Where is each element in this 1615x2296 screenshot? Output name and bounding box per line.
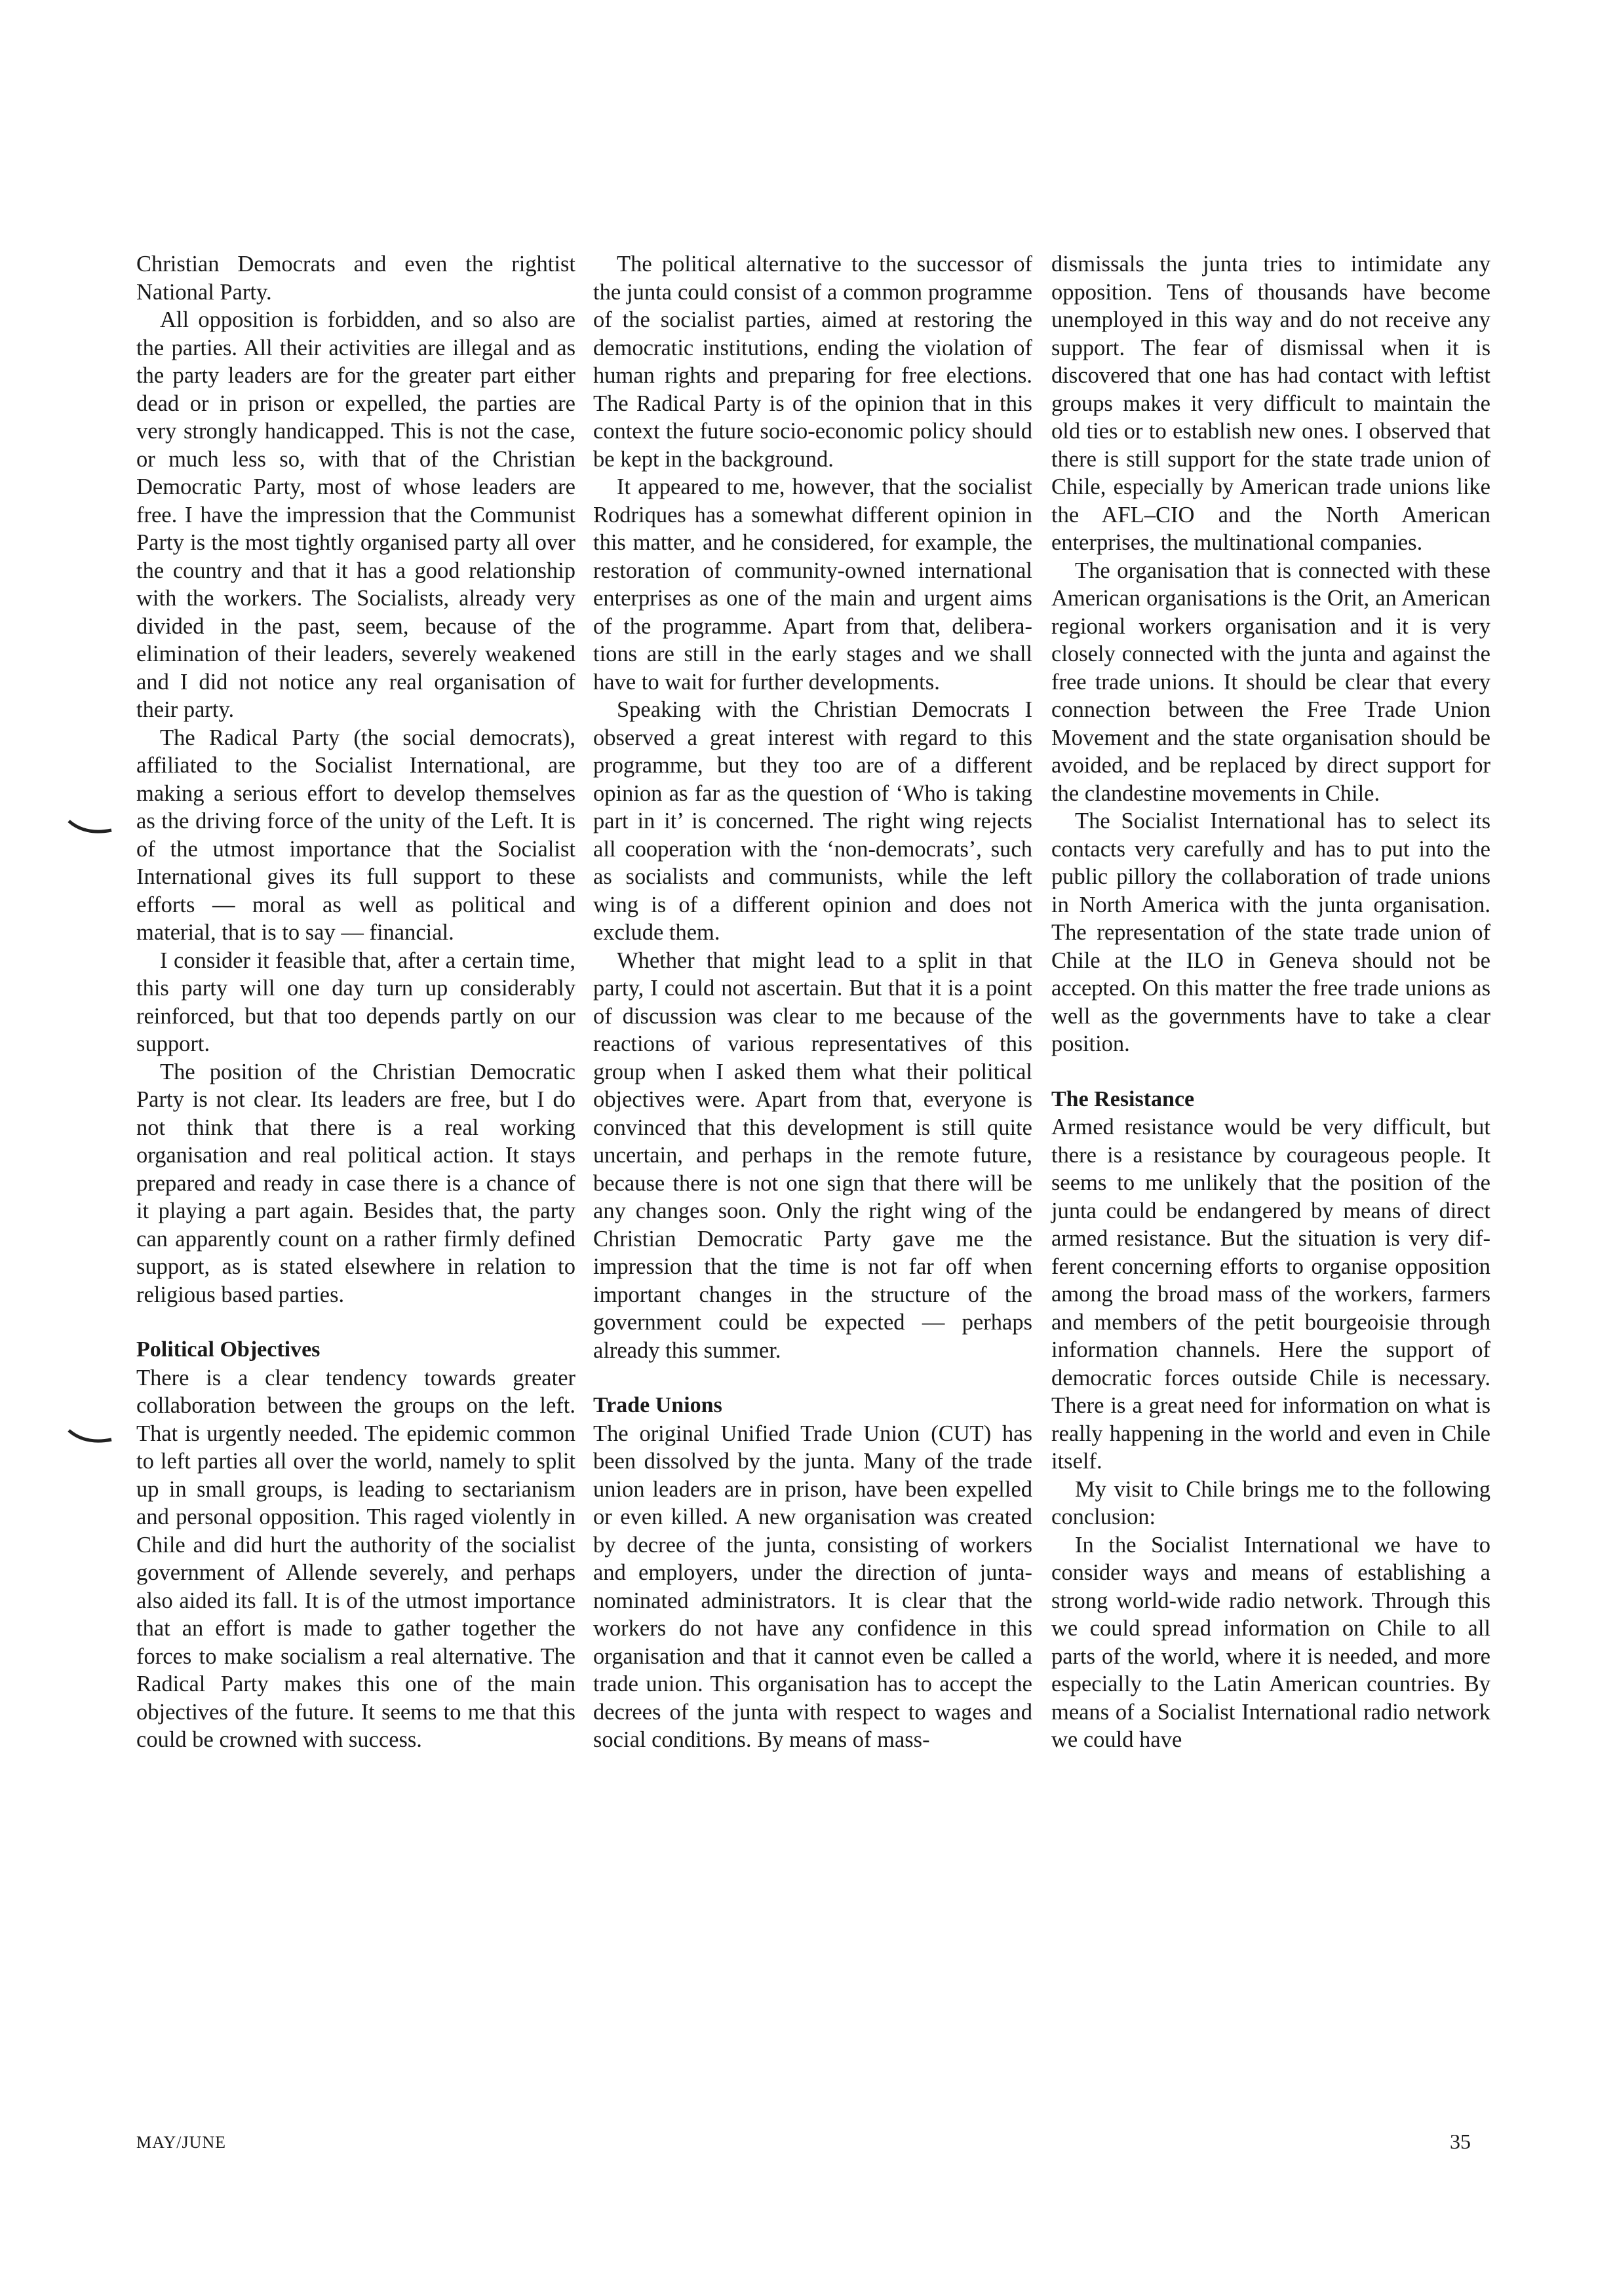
paragraph: The original Unified Trade Union (CUT) has been dissolved by the junta. Many of the trade union leaders are in prison, have been expelled or even killed. A new organisation was created by decree of the junta, consisting of workers and employers, under the direction of junta-nominated administrators. It is clear that the workers do not have any confidence in this organisation and that it cannot even be called a trade union. This organisation has to accept the decrees of the junta with respect to wages and social conditions. By means of mass- [593,1421,1032,1752]
paragraph: Christian Democrats and even the rightist National Party. [136,252,575,305]
margin-mark-1 [66,816,118,842]
column-2 [593,250,1032,1754]
paragraph: It appeared to me, however, that the socialist Rodriques has a somewhat different opinion in this matter, and he considered, for example, the restoration of community-owned international enterprises as one of the main and urgent aims of the programme. Apart from that, deliberations are still in the early stages and we shall have to wait for further developments. [593,474,1032,695]
paragraph: The Radical Party (the social democrats), affiliated to the Socialist International, are making a serious effort to develop themselves as the driving force of the unity of the Left. It is of the utmost importance that the Socialist International gives its full support to these efforts — moral as well as political and material, that is to say — financial. [136,725,575,945]
section-heading: Political Objectives [136,1337,321,1362]
paragraph: The organisation that is connected with these American organisations is the Orit, an American regional workers organisation and it is very closely connected with the junta and against the free trade unions. It should be clear that every connection between the Free Trade Union Movement and the state organisation should be avoided, and be replaced by direct support for the clandestine movements in Chile. [1051,558,1490,806]
column-3 [1051,250,1490,1754]
issue-label: MAY/JUNE [136,2133,227,2152]
paragraph: All opposition is forbidden, and so also are the parties. All their activities are illegal and as the party leaders are for the greater part either dead or in prison or expelled, the parties are very strongly handicapped. This is not the case, or much less so, with that of the Christian Democratic Party, most of whose leaders are free. I have the impression that the Communist Party is the most tightly organised party all over the country and that it has a good relationship with the workers. The Socialists, already very divided in the past, seem, because of the elimination of their leaders, severely weakened and I did not notice any real organisation of their party. [136,307,575,722]
paragraph: dismissals the junta tries to intimidate any opposition. Tens of thousands have become unemployed in this way and do not receive any support. The fear of dismissal when it is discovered that one has had contact with leftist groups makes it very difficult to maintain the old ties or to establish new ones. I observed that there is still support for the state trade union of Chile, especially by American trade unions like the AFL–CIO and the North American enterprises, the multinational companies. [1051,252,1490,555]
paragraph: In the Socialist International we have to consider ways and means of establishing a strong world-wide radio network. Through this we could spread information on Chile to all parts of the world, where it is needed, and more especially to the Latin American countries. By means of a Socialist International radio network we could have [1051,1532,1490,1752]
page-number: 35 [1450,2130,1471,2153]
column-1 [136,250,575,1754]
paragraph: The Socialist International has to select its contacts very carefully and has to put into the public pillory the collaboration of trade unions in North America with the junta organisation. The representation of the state trade union of Chile at the ILO in Geneva should not be accepted. On this matter the free trade unions as well as the governments have to take a clear position. [1051,809,1490,1056]
section-heading: The Resistance [1051,1086,1195,1111]
paragraph: The political alternative to the successor of the junta could consist of a common programme of the socialist parties, aimed at restoring the democratic institutions, ending the violation of human rights and preparing for free elections. The Radical Party is of the opinion that in this context the future socio-economic policy should be kept in the background. [593,252,1032,472]
paragraph: Armed resistance would be very difficult, but there is a resistance by courageous people. It seems to me unlikely that the position of the junta could be endangered by means of direct armed resistance. But the situation is very different concerning efforts to organise opposition among the broad mass of the workers, farmers and members of the petit bourgeoisie through information channels. Here the support of democratic forces outside Chile is necessary. There is a great need for information on what is really happening in the world and even in Chile itself. [1051,1115,1490,1474]
section-heading: Trade Unions [593,1393,722,1417]
paragraph: There is a clear tendency towards greater collaboration between the groups on the left. That is urgently needed. The epidemic common to left parties all over the world, namely to split up in small groups, is leading to sectarianism and personal opposition. This raged violently in Chile and did hurt the authority of the socialist government of Allende severely, and perhaps also aided its fall. It is of the utmost importance that an effort is made to gather together the forces to make socialism a real alternative. The Radical Party makes this one of the main objectives of the future. It seems to me that this could be crowned with success. [136,1365,575,1752]
paragraph: The position of the Christian Democratic Party is not clear. Its leaders are free, but I do not think that there is a real working organisation and real political action. It stays prepared and ready in case there is a chance of it playing a part again. Besides that, the party can apparently count on a rather firmly defined support, as is stated elsewhere in relation to religious based parties. [136,1059,575,1307]
paragraph: Speaking with the Christian Democrats I observed a great interest with regard to this programme, but they too are of a different opinion as far as the question of ‘Who is taking part in it’ is concerned. The right wing rejects all cooperation with the ‘non-democrats’, such as socialists and communists, while the left wing is of a different opinion and does not exclude them. [593,697,1032,945]
margin-mark-2 [66,1425,118,1451]
paragraph: I consider it feasible that, after a certain time, this party will one day turn up considerably reinforced, but that too depends partly on our support. [136,947,575,1056]
paragraph: My visit to Chile brings me to the following conclusion: [1051,1476,1490,1529]
paragraph: Whether that might lead to a split in that party, I could not ascertain. But that it is a point of discussion was clear to me because of the reactions of various representatives of this group when I asked them what their political objectives were. Apart from that, everyone is convinced that this development is still quite uncertain, and perhaps in the remote future, because there is not one sign that there will be any changes soon. Only the right wing of the Christian Democratic Party gave me the impression that the time is not far off when important changes in the structure of the government could be expected — perhaps already this summer. [593,947,1032,1363]
